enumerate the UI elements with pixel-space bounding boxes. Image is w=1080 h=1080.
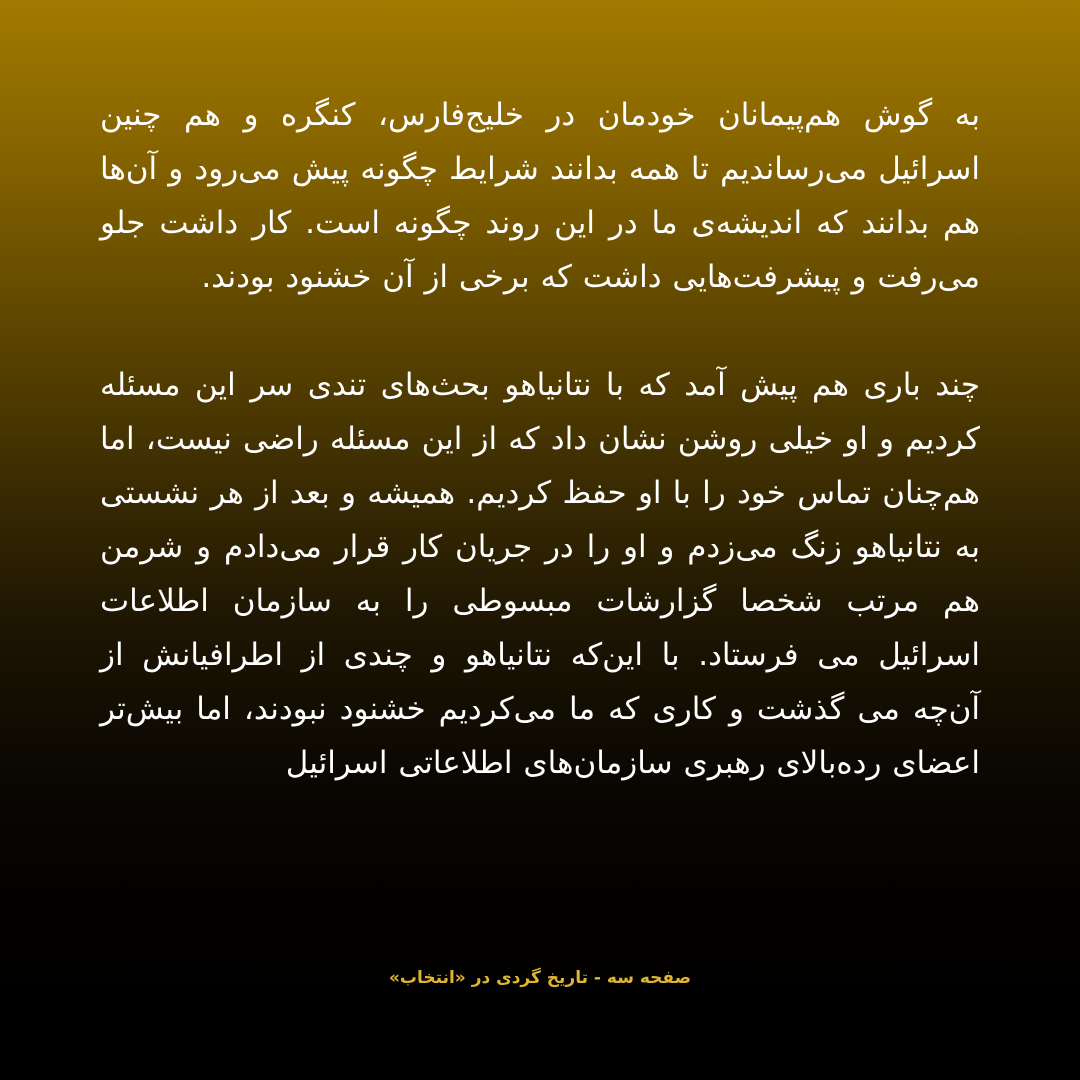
article-body — [100, 88, 980, 790]
paragraph-spacer — [100, 304, 980, 358]
paragraph-2: چند باری هم پیش آمد که با نتانیاهو بحث‌های تندی سر این مسئله کردیم و او خیلی روشن نشان داد که از این مسئله راضی نیست، اما هم‌چنان تماس خود را با او حفظ کردیم. همیشه و بعد از هر نشستی به نتانیاهو زنگ می‌زدم و او را در جریان کار قرار می‌دادم و شرمن هم مرتب شخصا گزارشات مبسوطی را به سازمان اطلاعات اسرائیل می فرستاد. با این‌که نتانیاهو و چندی از اطرافیانش از آن‌چه می گذشت و کاری که ما می‌کردیم خشنود نبودند، اما بیش‌تر اعضای رده‌بالای رهبری سازمان‌های اطلاعاتی اسرائیل — [100, 367, 980, 781]
page-caption: صفحه سه - تاریخ گردی در «انتخاب» — [388, 968, 692, 988]
paragraph-1: به گوش هم‌پیمانان خودمان در خلیج‌فارس، کنگره و هم چنین اسرائیل می‌رساندیم تا همه بدانند شرایط چگونه پیش می‌رود و آن‌ها هم بدانند که اندیشه‌ی ما در این روند چگونه است. کار داشت جلو می‌رفت و پیشرفت‌هایی داشت که برخی از آن خشنود بودند. — [100, 97, 980, 295]
